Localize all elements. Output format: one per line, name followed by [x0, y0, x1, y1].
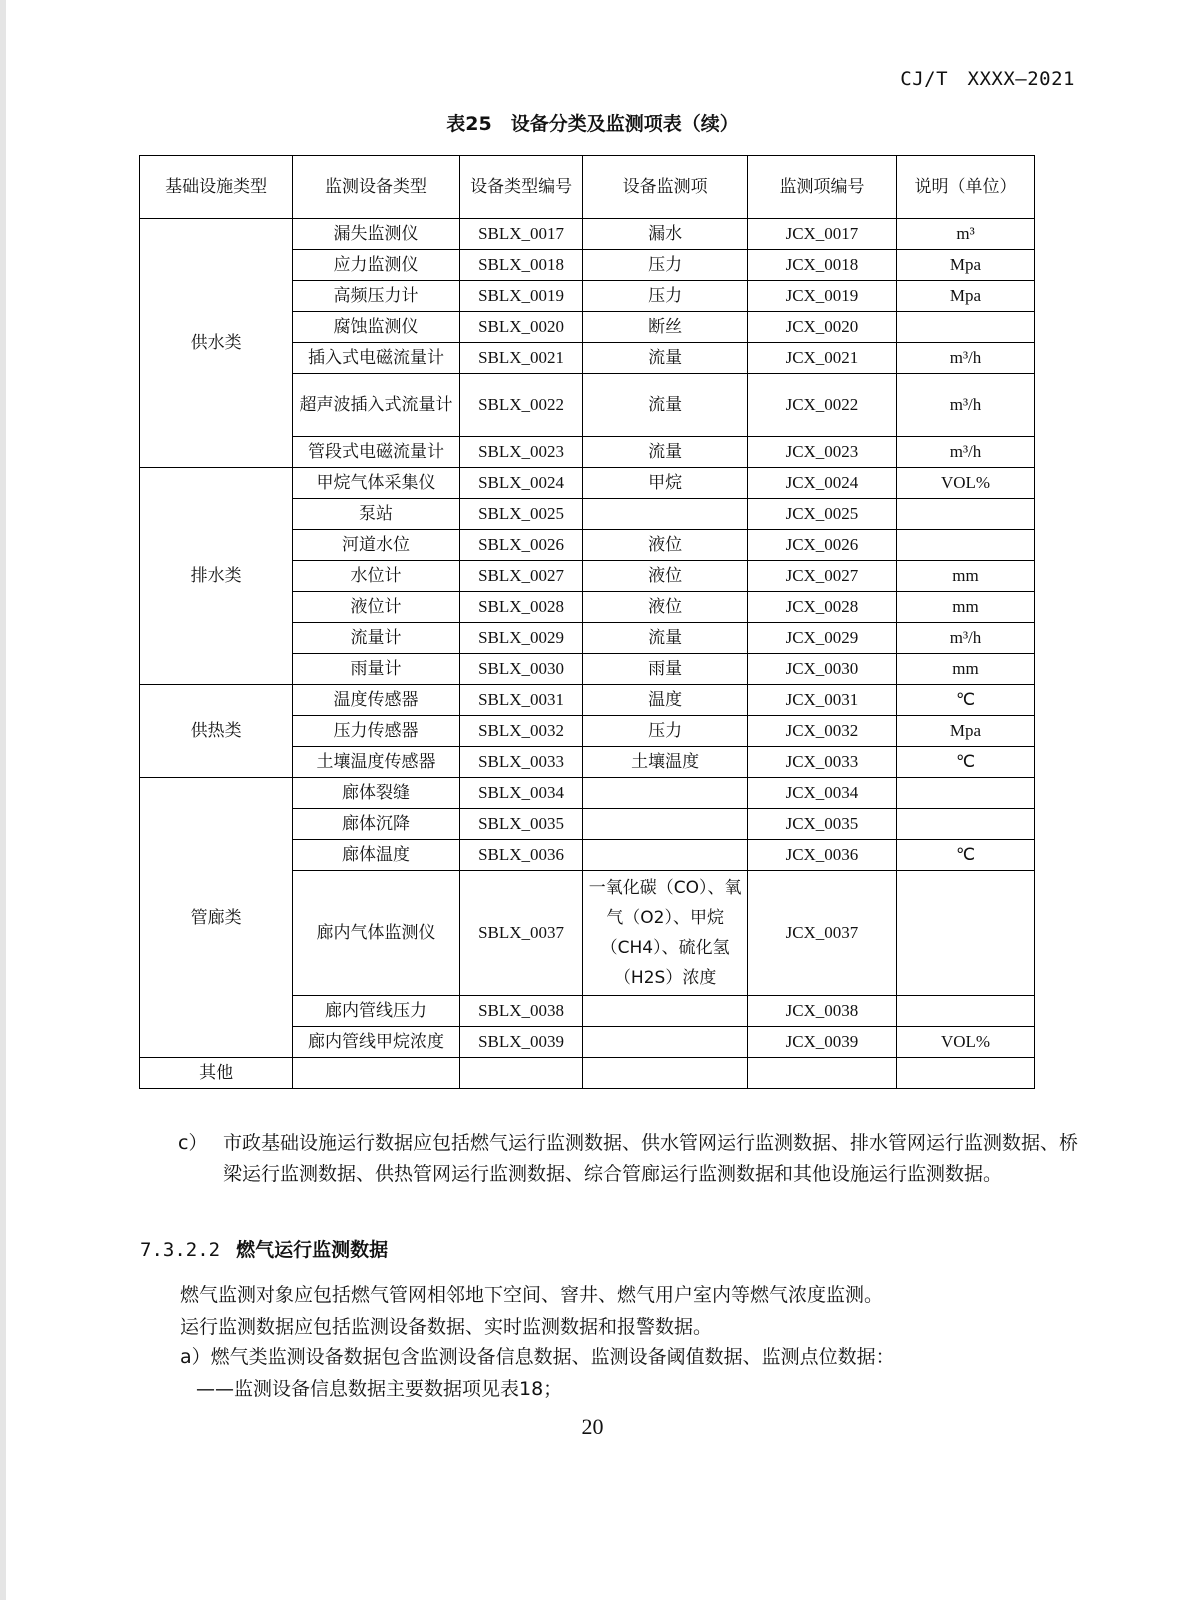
unit-cell — [897, 499, 1035, 530]
page-edge — [0, 0, 6, 1600]
unit-cell: mm — [897, 654, 1035, 685]
device-code-cell: SBLX_0039 — [459, 1027, 583, 1058]
item-code-cell: JCX_0030 — [747, 654, 896, 685]
monitor-item-cell: 液位 — [583, 592, 747, 623]
item-code-cell: JCX_0031 — [747, 685, 896, 716]
unit-cell: m³/h — [897, 437, 1035, 468]
unit-cell — [897, 871, 1035, 996]
device-code-cell: SBLX_0036 — [459, 840, 583, 871]
device-cell: 廊体温度 — [293, 840, 460, 871]
unit-cell: VOL% — [897, 1027, 1035, 1058]
monitor-item-cell: 液位 — [583, 561, 747, 592]
list-item-c — [178, 1128, 1078, 1190]
unit-cell: mm — [897, 561, 1035, 592]
device-cell: 压力传感器 — [293, 716, 460, 747]
item-code-cell: JCX_0039 — [747, 1027, 896, 1058]
monitor-item-cell: 雨量 — [583, 654, 747, 685]
device-code-cell: SBLX_0032 — [459, 716, 583, 747]
item-code-cell — [747, 1058, 896, 1089]
table-row — [140, 1058, 1035, 1089]
unit-cell: m³/h — [897, 343, 1035, 374]
device-code-cell: SBLX_0037 — [459, 871, 583, 996]
device-cell: 雨量计 — [293, 654, 460, 685]
unit-cell: VOL% — [897, 468, 1035, 499]
unit-cell: mm — [897, 592, 1035, 623]
device-cell: 水位计 — [293, 561, 460, 592]
item-code-cell: JCX_0032 — [747, 716, 896, 747]
paragraph: ——监测设备信息数据主要数据项见表18； — [196, 1378, 563, 1400]
table-header-row — [140, 156, 1035, 219]
device-cell: 廊体沉降 — [293, 809, 460, 840]
unit-cell — [897, 530, 1035, 561]
unit-cell: m³/h — [897, 623, 1035, 654]
device-cell: 应力监测仪 — [293, 250, 460, 281]
item-code-cell: JCX_0035 — [747, 809, 896, 840]
item-code-cell: JCX_0022 — [747, 374, 896, 437]
device-cell: 插入式电磁流量计 — [293, 343, 460, 374]
device-code-cell: SBLX_0029 — [459, 623, 583, 654]
document-id: CJ/T XXXX—2021 — [900, 68, 1075, 90]
monitor-item-cell — [583, 1058, 747, 1089]
monitor-item-cell: 流量 — [583, 437, 747, 468]
device-code-cell: SBLX_0027 — [459, 561, 583, 592]
device-code-cell: SBLX_0020 — [459, 312, 583, 343]
monitor-item-cell: 甲烷 — [583, 468, 747, 499]
column-header: 设备监测项 — [583, 156, 747, 219]
paragraph: a）燃气类监测设备数据包含监测设备信息数据、监测设备阈值数据、监测点位数据： — [180, 1346, 895, 1368]
device-cell: 泵站 — [293, 499, 460, 530]
monitor-item-cell — [583, 1027, 747, 1058]
device-cell: 甲烷气体采集仪 — [293, 468, 460, 499]
monitor-item-cell: 压力 — [583, 281, 747, 312]
item-code-cell: JCX_0036 — [747, 840, 896, 871]
device-code-cell: SBLX_0021 — [459, 343, 583, 374]
item-code-cell: JCX_0029 — [747, 623, 896, 654]
device-code-cell: SBLX_0022 — [459, 374, 583, 437]
item-code-cell: JCX_0026 — [747, 530, 896, 561]
column-header: 监测设备类型 — [293, 156, 460, 219]
table-caption: 表25 设备分类及监测项表（续） — [446, 113, 739, 135]
unit-cell: m³/h — [897, 374, 1035, 437]
monitor-item-cell: 流量 — [583, 623, 747, 654]
monitor-item-cell: 压力 — [583, 716, 747, 747]
monitor-item-cell: 压力 — [583, 250, 747, 281]
device-cell: 超声波插入式流量计 — [293, 374, 460, 437]
item-code-cell: JCX_0027 — [747, 561, 896, 592]
list-marker: c） — [178, 1132, 208, 1154]
monitor-item-cell: 断丝 — [583, 312, 747, 343]
column-header: 说明（单位） — [897, 156, 1035, 219]
item-code-cell: JCX_0038 — [747, 996, 896, 1027]
unit-cell — [897, 312, 1035, 343]
device-code-cell: SBLX_0038 — [459, 996, 583, 1027]
item-code-cell: JCX_0021 — [747, 343, 896, 374]
device-code-cell — [459, 1058, 583, 1089]
category-cell: 其他 — [140, 1058, 293, 1089]
page-number: 20 — [581, 1414, 604, 1439]
monitor-item-cell: 温度 — [583, 685, 747, 716]
table-row — [140, 468, 1035, 499]
device-code-cell: SBLX_0030 — [459, 654, 583, 685]
device-cell: 高频压力计 — [293, 281, 460, 312]
device-cell: 廊内管线压力 — [293, 996, 460, 1027]
monitor-item-cell: 漏水 — [583, 219, 747, 250]
column-header: 监测项编号 — [747, 156, 896, 219]
unit-cell — [897, 809, 1035, 840]
unit-cell: m³ — [897, 219, 1035, 250]
item-code-cell: JCX_0033 — [747, 747, 896, 778]
device-code-cell: SBLX_0033 — [459, 747, 583, 778]
table-row — [140, 685, 1035, 716]
category-cell: 供热类 — [140, 685, 293, 778]
table-row — [140, 219, 1035, 250]
unit-cell — [897, 1058, 1035, 1089]
device-cell: 温度传感器 — [293, 685, 460, 716]
column-header: 设备类型编号 — [459, 156, 583, 219]
unit-cell: ℃ — [897, 747, 1035, 778]
device-cell: 土壤温度传感器 — [293, 747, 460, 778]
item-code-cell: JCX_0019 — [747, 281, 896, 312]
monitor-item-cell — [583, 840, 747, 871]
item-code-cell: JCX_0017 — [747, 219, 896, 250]
monitor-item-cell — [583, 809, 747, 840]
unit-cell: Mpa — [897, 250, 1035, 281]
device-code-cell: SBLX_0034 — [459, 778, 583, 809]
item-code-cell: JCX_0024 — [747, 468, 896, 499]
item-code-cell: JCX_0037 — [747, 871, 896, 996]
device-cell: 流量计 — [293, 623, 460, 654]
monitor-item-cell: 一氧化碳（CO）、氧气（O2）、甲烷（CH4）、硫化氢（H2S）浓度 — [583, 871, 747, 996]
item-code-cell: JCX_0020 — [747, 312, 896, 343]
monitor-item-cell: 土壤温度 — [583, 747, 747, 778]
device-code-cell: SBLX_0028 — [459, 592, 583, 623]
device-cell — [293, 1058, 460, 1089]
paragraph: 燃气监测对象应包括燃气管网相邻地下空间、窨井、燃气用户室内等燃气浓度监测。 — [180, 1284, 884, 1306]
unit-cell: Mpa — [897, 716, 1035, 747]
column-header: 基础设施类型 — [140, 156, 293, 219]
item-code-cell: JCX_0028 — [747, 592, 896, 623]
device-cell: 河道水位 — [293, 530, 460, 561]
category-cell: 供水类 — [140, 219, 293, 468]
section-title: 燃气运行监测数据 — [236, 1239, 389, 1261]
device-cell: 廊内气体监测仪 — [293, 871, 460, 996]
monitor-item-cell — [583, 778, 747, 809]
unit-cell — [897, 778, 1035, 809]
device-code-cell: SBLX_0023 — [459, 437, 583, 468]
section-number: 7.3.2.2 — [140, 1239, 221, 1261]
category-cell: 排水类 — [140, 468, 293, 685]
device-monitoring-table — [139, 155, 1035, 1089]
item-code-cell: JCX_0023 — [747, 437, 896, 468]
monitor-item-cell: 流量 — [583, 343, 747, 374]
device-cell: 漏失监测仪 — [293, 219, 460, 250]
unit-cell: Mpa — [897, 281, 1035, 312]
device-cell: 廊内管线甲烷浓度 — [293, 1027, 460, 1058]
monitor-item-cell: 液位 — [583, 530, 747, 561]
device-code-cell: SBLX_0024 — [459, 468, 583, 499]
category-cell: 管廊类 — [140, 778, 293, 1058]
device-code-cell: SBLX_0035 — [459, 809, 583, 840]
device-cell: 腐蚀监测仪 — [293, 312, 460, 343]
table-row — [140, 778, 1035, 809]
item-code-cell: JCX_0034 — [747, 778, 896, 809]
item-code-cell: JCX_0025 — [747, 499, 896, 530]
device-code-cell: SBLX_0031 — [459, 685, 583, 716]
device-cell: 廊体裂缝 — [293, 778, 460, 809]
unit-cell: ℃ — [897, 685, 1035, 716]
monitor-item-cell — [583, 996, 747, 1027]
section-heading — [140, 1235, 388, 1266]
device-cell: 管段式电磁流量计 — [293, 437, 460, 468]
list-item-text: 市政基础设施运行数据应包括燃气运行监测数据、供水管网运行监测数据、排水管网运行监测数据、桥梁运行监测数据、供热管网运行监测数据、综合管廊运行监测数据和其他设施运行监测数据。 — [223, 1132, 1079, 1185]
device-cell: 液位计 — [293, 592, 460, 623]
device-code-cell: SBLX_0017 — [459, 219, 583, 250]
unit-cell: ℃ — [897, 840, 1035, 871]
paragraph: 运行监测数据应包括监测设备数据、实时监测数据和报警数据。 — [180, 1316, 713, 1338]
device-code-cell: SBLX_0026 — [459, 530, 583, 561]
item-code-cell: JCX_0018 — [747, 250, 896, 281]
monitor-item-cell — [583, 499, 747, 530]
device-code-cell: SBLX_0018 — [459, 250, 583, 281]
monitor-item-cell: 流量 — [583, 374, 747, 437]
device-code-cell: SBLX_0025 — [459, 499, 583, 530]
device-code-cell: SBLX_0019 — [459, 281, 583, 312]
unit-cell — [897, 996, 1035, 1027]
